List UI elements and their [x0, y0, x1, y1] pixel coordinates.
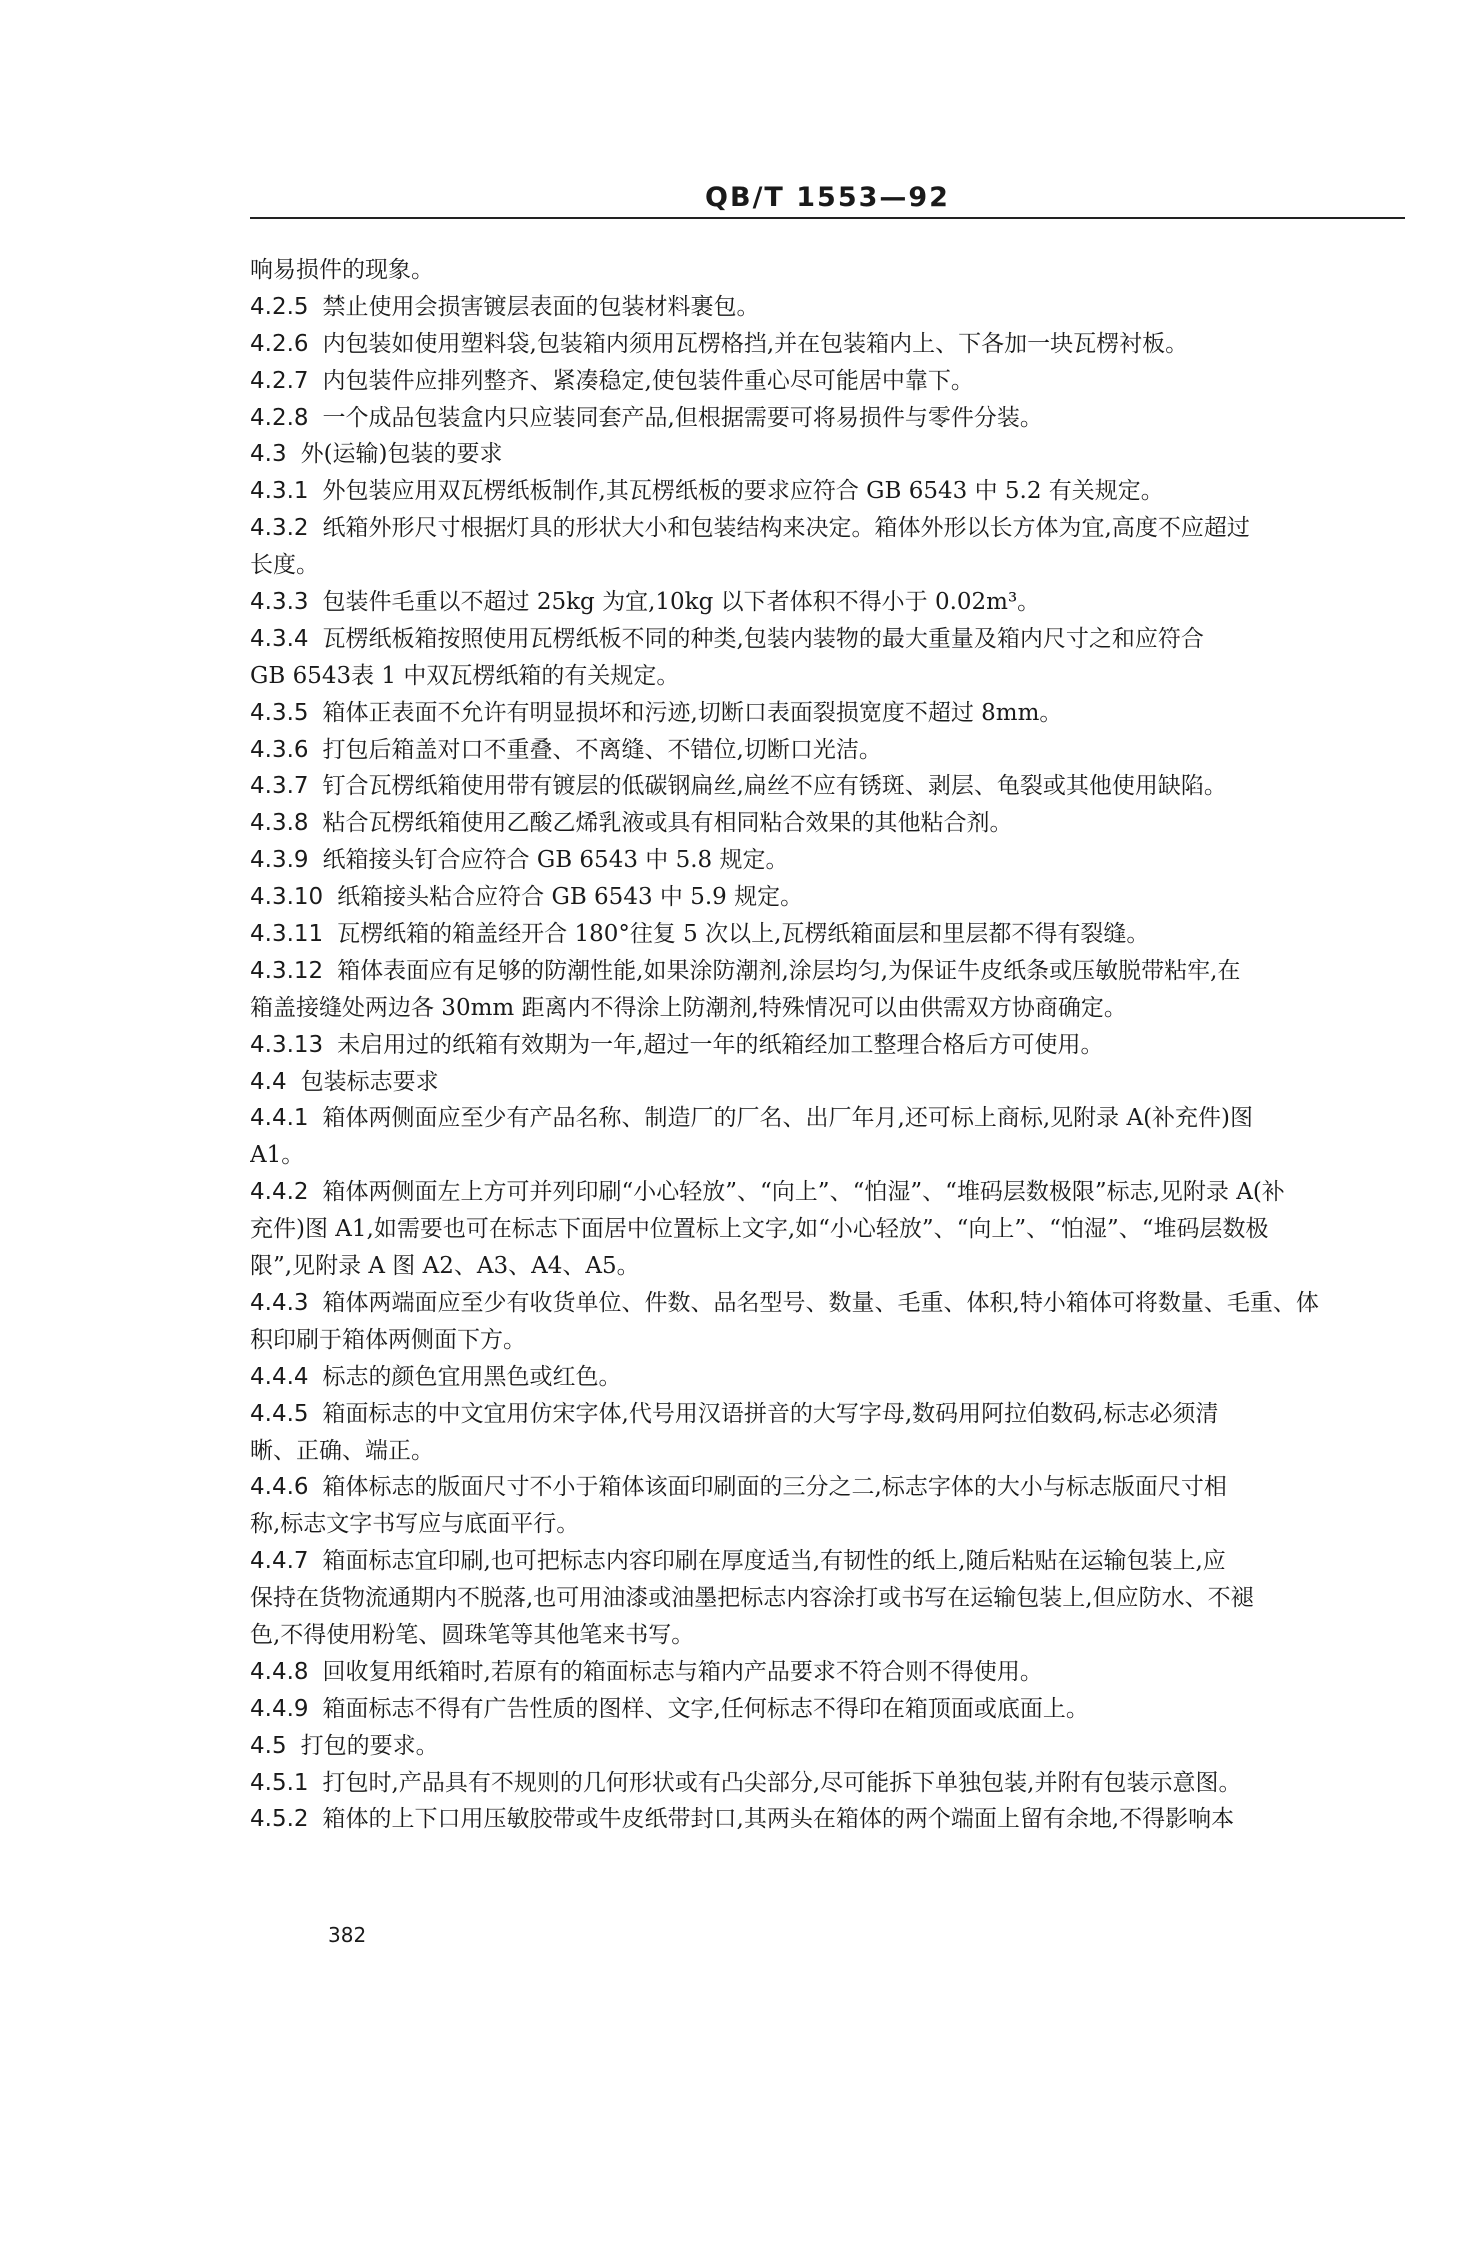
- clause-number: 4.4.5: [250, 1400, 309, 1427]
- clause-text: 纸箱外形尺寸根据灯具的形状大小和包装结构来决定。箱体外形以长方体为宜,高度不应超过: [322, 515, 1250, 542]
- continuation-line: [250, 1322, 1420, 1359]
- clause-number: 4.4.2: [250, 1179, 309, 1206]
- clause-number: 4.4.4: [250, 1363, 309, 1390]
- clause-text: 包装件毛重以不超过 25kg 为宜,10kg 以下者体积不得小于 0.02m³。: [322, 589, 1041, 616]
- standard-code-header: QB/T 1553—92: [705, 182, 950, 213]
- clause-line: [250, 436, 1420, 473]
- clause-text: 纸箱接头粘合应符合 GB 6543 中 5.9 规定。: [337, 884, 804, 911]
- clause-text: 外(运输)包装的要求: [300, 441, 503, 468]
- clause-number: 4.2.7: [250, 367, 309, 394]
- clause-line: [250, 326, 1420, 363]
- clause-text: 箱面标志宜印刷,也可把标志内容印刷在厚度适当,有韧性的纸上,随后粘贴在运输包装上,应: [322, 1548, 1226, 1575]
- clause-text: 长度。: [250, 552, 319, 579]
- clause-text: 限”,见附录 A 图 A2、A3、A4、A5。: [250, 1253, 640, 1280]
- continuation-line: [250, 1248, 1420, 1285]
- clause-number: 4.3.9: [250, 847, 309, 874]
- continuation-line: [250, 1211, 1420, 1248]
- clause-text: 打包时,产品具有不规则的几何形状或有凸尖部分,尽可能拆下单独包装,并附有包装示意图。: [322, 1769, 1242, 1796]
- clause-line: [250, 289, 1420, 326]
- clause-line: [250, 1100, 1420, 1137]
- clause-line: [250, 510, 1420, 547]
- clause-text: 包装标志要求: [300, 1068, 439, 1095]
- clause-text: 瓦楞纸箱的箱盖经开合 180°往复 5 次以上,瓦楞纸箱面层和里层都不得有裂缝。: [337, 921, 1150, 948]
- clause-line: [250, 1174, 1420, 1211]
- clause-line: [250, 1765, 1420, 1802]
- clause-line: [250, 916, 1420, 953]
- clause-number: 4.3.5: [250, 699, 309, 726]
- clause-number: 4.5.1: [250, 1769, 309, 1796]
- continuation-line: [250, 1433, 1420, 1470]
- clause-text: 箱体的上下口用压敏胶带或牛皮纸带封口,其两头在箱体的两个端面上留有余地,不得影响本: [322, 1806, 1235, 1833]
- continuation-line: [250, 252, 1420, 289]
- continuation-line: [250, 547, 1420, 584]
- clause-text: 禁止使用会损害镀层表面的包装材料裹包。: [322, 293, 760, 320]
- clause-number: 4.5.2: [250, 1806, 309, 1833]
- clause-text: 箱盖接缝处两边各 30mm 距离内不得涂上防潮剂,特殊情况可以由供需双方协商确定。: [250, 994, 1127, 1021]
- clause-text: 箱体两侧面应至少有产品名称、制造厂的厂名、出厂年月,还可标上商标,见附录 A(补充件)图: [322, 1105, 1254, 1132]
- clause-number: 4.3.13: [250, 1031, 324, 1058]
- clause-number: 4.3.6: [250, 736, 309, 763]
- clause-text: 标志的颜色宜用黑色或红色。: [322, 1363, 622, 1390]
- clause-number: 4.4.6: [250, 1474, 309, 1501]
- clause-line: [250, 1469, 1420, 1506]
- clause-line: [250, 1654, 1420, 1691]
- clause-number: 4.3.8: [250, 810, 309, 837]
- clause-line: [250, 1801, 1420, 1838]
- clause-text: 纸箱接头钉合应符合 GB 6543 中 5.8 规定。: [322, 847, 789, 874]
- clause-line: [250, 363, 1420, 400]
- clause-number: 4.5: [250, 1732, 287, 1759]
- clause-line: [250, 1359, 1420, 1396]
- clause-number: 4.3.2: [250, 515, 309, 542]
- clause-text: 箱体两端面应至少有收货单位、件数、品名型号、数量、毛重、体积,特小箱体可将数量、毛重、体: [322, 1289, 1319, 1316]
- clause-text: 色,不得使用粉笔、圆珠笔等其他笔来书写。: [250, 1621, 695, 1648]
- clause-number: 4.3.1: [250, 478, 309, 505]
- clause-text: 瓦楞纸板箱按照使用瓦楞纸板不同的种类,包装内装物的最大重量及箱内尺寸之和应符合: [322, 625, 1204, 652]
- clause-text: 回收复用纸箱时,若原有的箱面标志与箱内产品要求不符合则不得使用。: [322, 1658, 1043, 1685]
- continuation-line: [250, 1506, 1420, 1543]
- page-number: 382: [328, 1923, 367, 1947]
- clause-line: [250, 1027, 1420, 1064]
- clause-line: [250, 1285, 1420, 1322]
- clause-text: 箱体正表面不允许有明显损坏和污迹,切断口表面裂损宽度不超过 8mm。: [322, 699, 1063, 726]
- continuation-line: [250, 1580, 1420, 1617]
- body-text: [250, 252, 1420, 1838]
- clause-text: 晰、正确、端正。: [250, 1437, 434, 1464]
- clause-line: [250, 1728, 1420, 1765]
- clause-number: 4.3.11: [250, 921, 324, 948]
- clause-line: [250, 805, 1420, 842]
- clause-text: 箱面标志的中文宜用仿宋字体,代号用汉语拼音的大写字母,数码用阿拉伯数码,标志必须清: [322, 1400, 1219, 1427]
- clause-line: [250, 732, 1420, 769]
- clause-text: 打包后箱盖对口不重叠、不离缝、不错位,切断口光洁。: [322, 736, 882, 763]
- continuation-line: [250, 1617, 1420, 1654]
- clause-line: [250, 400, 1420, 437]
- clause-line: [250, 879, 1420, 916]
- clause-number: 4.4: [250, 1068, 287, 1095]
- clause-text: A1。: [250, 1142, 305, 1169]
- clause-line: [250, 953, 1420, 990]
- clause-number: 4.2.6: [250, 330, 309, 357]
- clause-number: 4.3: [250, 441, 287, 468]
- clause-line: [250, 768, 1420, 805]
- clause-text: 箱体两侧面左上方可并列印刷“小心轻放”、“向上”、“怕湿”、“堆码层数极限”标志,见附录 A(补: [322, 1179, 1285, 1206]
- clause-line: [250, 1064, 1420, 1101]
- clause-number: 4.4.3: [250, 1289, 309, 1316]
- clause-line: [250, 1691, 1420, 1728]
- clause-number: 4.2.5: [250, 293, 309, 320]
- clause-line: [250, 473, 1420, 510]
- clause-line: [250, 842, 1420, 879]
- clause-text: 粘合瓦楞纸箱使用乙酸乙烯乳液或具有相同粘合效果的其他粘合剂。: [322, 810, 1013, 837]
- clause-text: 箱体标志的版面尺寸不小于箱体该面印刷面的三分之二,标志字体的大小与标志版面尺寸相: [322, 1474, 1227, 1501]
- clause-number: 4.3.7: [250, 773, 309, 800]
- clause-text: 箱面标志不得有广告性质的图样、文字,任何标志不得印在箱顶面或底面上。: [322, 1695, 1089, 1722]
- continuation-line: [250, 990, 1420, 1027]
- clause-text: 响易损件的现象。: [250, 257, 434, 283]
- clause-text: 一个成品包装盒内只应装同套产品,但根据需要可将易损件与零件分装。: [322, 404, 1043, 431]
- clause-text: 未启用过的纸箱有效期为一年,超过一年的纸箱经加工整理合格后方可使用。: [337, 1031, 1104, 1058]
- clause-number: 4.3.10: [250, 884, 324, 911]
- continuation-line: [250, 1137, 1420, 1174]
- continuation-line: [250, 658, 1420, 695]
- clause-text: 积印刷于箱体两侧面下方。: [250, 1326, 526, 1353]
- clause-text: 外包装应用双瓦楞纸板制作,其瓦楞纸板的要求应符合 GB 6543 中 5.2 有关规定。: [322, 478, 1164, 505]
- clause-text: 称,标志文字书写应与底面平行。: [250, 1511, 580, 1538]
- clause-text: 钉合瓦楞纸箱使用带有镀层的低碳钢扁丝,扁丝不应有锈斑、剥层、龟裂或其他使用缺陷。: [322, 773, 1227, 800]
- clause-number: 4.3.4: [250, 625, 309, 652]
- clause-line: [250, 1396, 1420, 1433]
- clause-line: [250, 1543, 1420, 1580]
- clause-text: GB 6543表 1 中双瓦楞纸箱的有关规定。: [250, 662, 680, 689]
- clause-number: 4.4.8: [250, 1658, 309, 1685]
- clause-text: 内包装件应排列整齐、紧凑稳定,使包装件重心尽可能居中靠下。: [322, 367, 974, 394]
- clause-text: 保持在货物流通期内不脱落,也可用油漆或油墨把标志内容涂打或书写在运输包装上,但应防水、不褪: [250, 1585, 1254, 1612]
- clause-line: [250, 695, 1420, 732]
- clause-number: 4.3.12: [250, 957, 324, 984]
- clause-number: 4.4.1: [250, 1105, 309, 1132]
- header-rule: [250, 217, 1405, 219]
- clause-text: 充件)图 A1,如需要也可在标志下面居中位置标上文字,如“小心轻放”、“向上”、“怕湿”、“堆码层数极: [250, 1216, 1269, 1243]
- clause-line: [250, 584, 1420, 621]
- clause-text: 箱体表面应有足够的防潮性能,如果涂防潮剂,涂层均匀,为保证牛皮纸条或压敏脱带粘牢,在: [337, 957, 1241, 984]
- clause-text: 内包装如使用塑料袋,包装箱内须用瓦楞格挡,并在包装箱内上、下各加一块瓦楞衬板。: [322, 330, 1189, 357]
- clause-text: 打包的要求。: [300, 1732, 439, 1759]
- clause-number: 4.4.9: [250, 1695, 309, 1722]
- clause-number: 4.2.8: [250, 404, 309, 431]
- clause-number: 4.4.7: [250, 1548, 309, 1575]
- clause-number: 4.3.3: [250, 589, 309, 616]
- clause-line: [250, 621, 1420, 658]
